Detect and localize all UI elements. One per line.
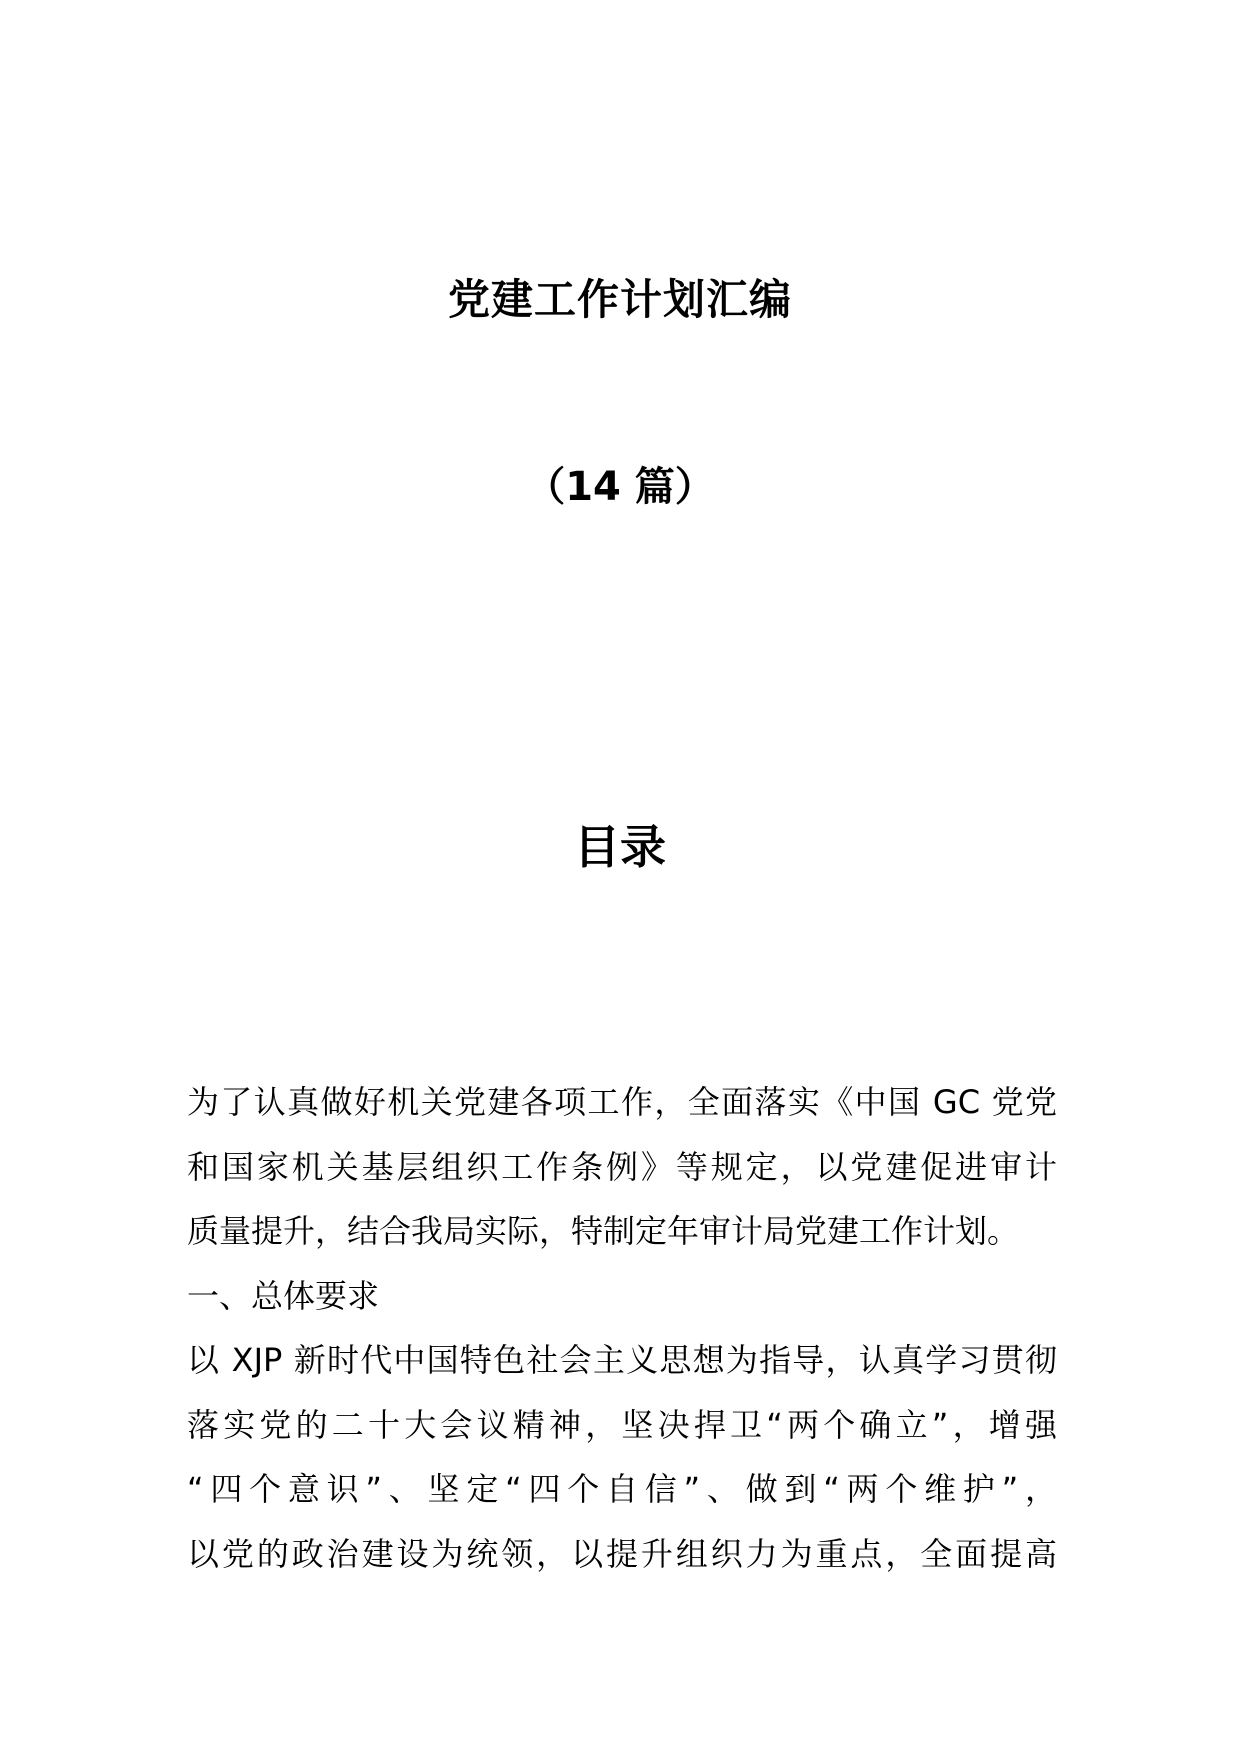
- paragraph-line: 以 XJP 新时代中国特色社会主义思想为指导，认真学习贯彻: [187, 1341, 1057, 1379]
- paragraph-line: 为了认真做好机关党建各项工作，全面落实《中国 GC 党党: [187, 1083, 1057, 1121]
- section-heading: 一、总体要求: [187, 1276, 380, 1315]
- paragraph-line: “四个意识”、坚定“四个自信”、做到“两个维护”，: [187, 1470, 1057, 1508]
- body-paragraph: [187, 1070, 1057, 1586]
- paragraph-line: 和国家机关基层组织工作条例》等规定，以党建促进审计: [187, 1147, 1057, 1186]
- paragraph-line: 以党的政治建设为统领，以提升组织力为重点，全面提高: [187, 1534, 1057, 1573]
- paragraph-line: 质量提升，结合我局实际，特制定年审计局党建工作计划。: [187, 1212, 1020, 1250]
- toc-heading: 目录: [574, 820, 666, 874]
- document-subtitle: （14 篇）: [525, 464, 715, 510]
- paragraph-line: 落实党的二十大会议精神，坚决捍卫“两个确立”，增强: [187, 1405, 1057, 1444]
- document-title: 党建工作计划汇编: [447, 275, 792, 324]
